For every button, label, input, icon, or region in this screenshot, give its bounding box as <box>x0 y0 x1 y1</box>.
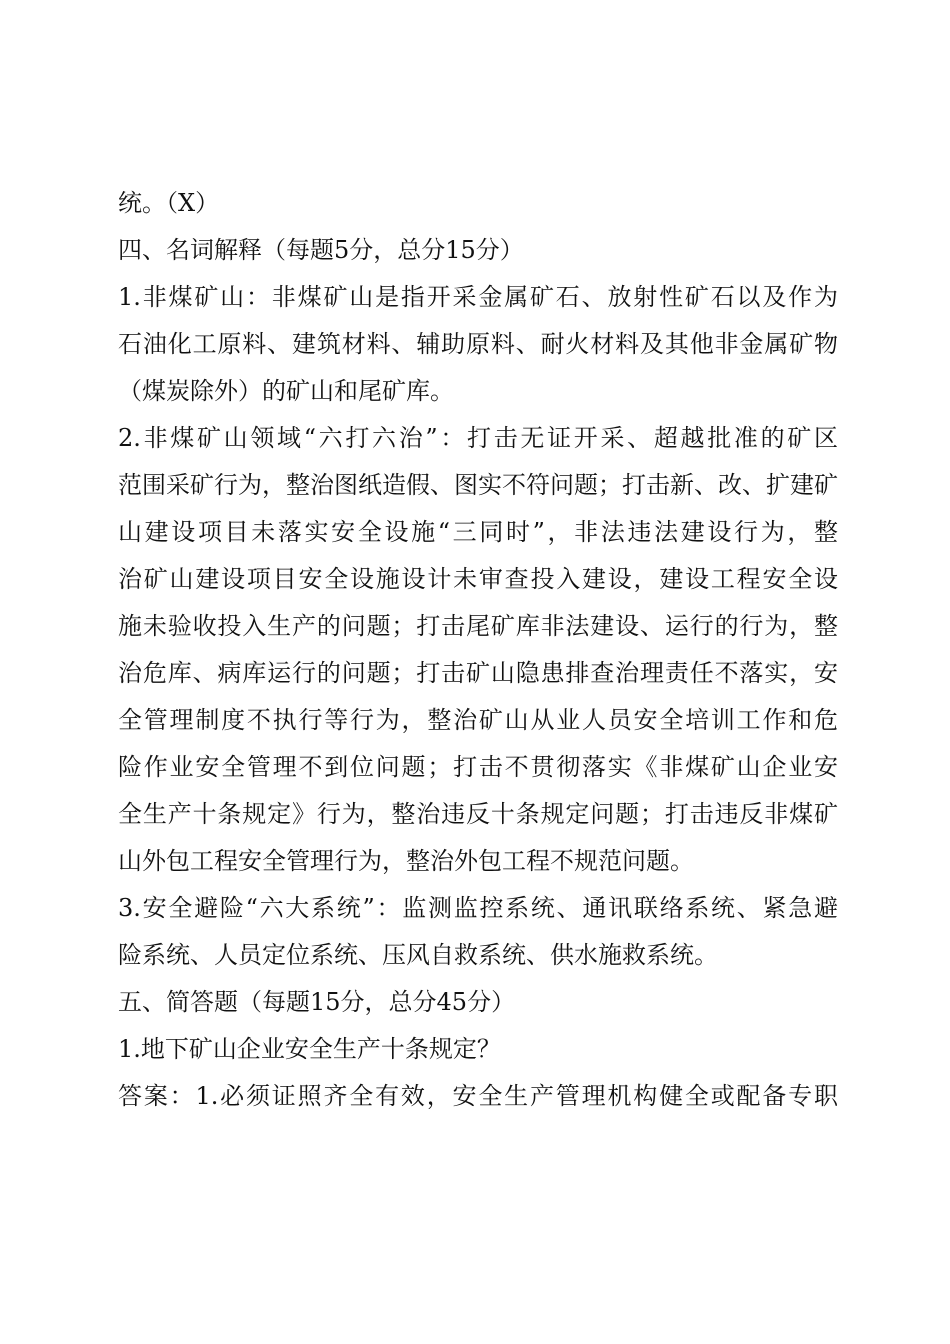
text-line: 施未验收投入生产的问题；打击尾矿库非法建设、运行的行为，整 <box>118 612 838 640</box>
text-line: 石油化工原料、建筑材料、辅助原料、耐火材料及其他非金属矿物 <box>118 330 838 358</box>
text-line-answer-tail: 统。（X） <box>118 189 220 217</box>
text-line: 范围采矿行为，整治图纸造假、图实不符问题；打击新、改、扩建矿 <box>118 471 838 499</box>
section-heading-short-answer: 五、简答题（每题15分，总分45分） <box>118 988 516 1016</box>
text-line: 治危库、病库运行的问题；打击矿山隐患排查治理责任不落实，安 <box>118 659 838 687</box>
section-heading-term-definitions: 四、名词解释（每题5分，总分15分） <box>118 236 524 264</box>
text-line: （煤炭除外）的矿山和尾矿库。 <box>118 377 454 405</box>
question-line: 1.地下矿山企业安全生产十条规定？ <box>118 1035 501 1063</box>
answer-line: 答案：1.必须证照齐全有效，安全生产管理机构健全或配备专职 <box>118 1082 838 1110</box>
text-line: 3.安全避险“六大系统”：监测监控系统、通讯联络系统、紧急避 <box>118 894 838 922</box>
text-line: 险作业安全管理不到位问题；打击不贯彻落实《非煤矿山企业安 <box>118 753 838 781</box>
text-line: 山建设项目未落实安全设施“三同时”，非法违法建设行为，整 <box>118 518 838 546</box>
text-line: 治矿山建设项目安全设施设计未审查投入建设，建设工程安全设 <box>118 565 838 593</box>
document-body <box>118 180 838 1120</box>
text-line: 2.非煤矿山领域“六打六治”：打击无证开采、超越批准的矿区 <box>118 424 838 452</box>
text-line: 全管理制度不执行等行为，整治矿山从业人员安全培训工作和危 <box>118 706 838 734</box>
text-line: 险系统、人员定位系统、压风自救系统、供水施救系统。 <box>118 941 718 969</box>
text-line: 全生产十条规定》行为，整治违反十条规定问题；打击违反非煤矿 <box>118 800 838 828</box>
text-line: 1.非煤矿山：非煤矿山是指开采金属矿石、放射性矿石以及作为 <box>118 283 838 311</box>
text-line: 山外包工程安全管理行为，整治外包工程不规范问题。 <box>118 847 694 875</box>
